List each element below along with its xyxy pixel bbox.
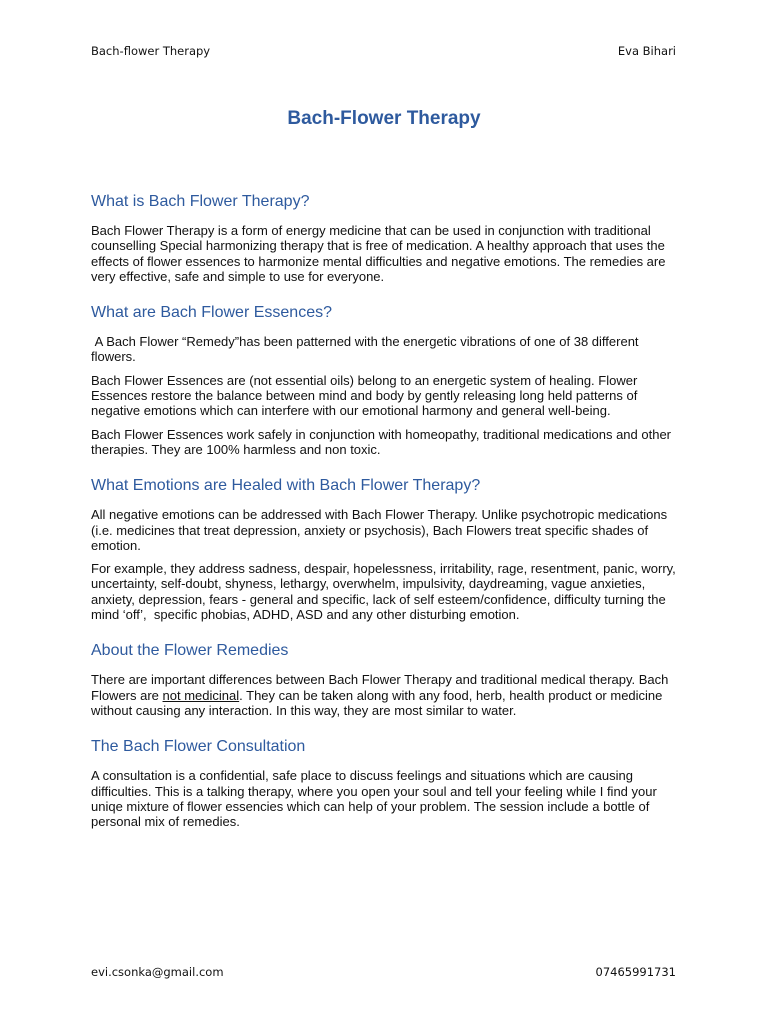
paragraph [91, 672, 681, 718]
section-heading: What are Bach Flower Essences? [91, 304, 332, 322]
underlined-text: not medicinal [162, 687, 240, 703]
page-header [91, 44, 676, 58]
section-consultation [91, 738, 681, 829]
section-heading: The Bach Flower Consultation [91, 738, 306, 756]
page-title: Bach-Flower Therapy [287, 108, 481, 129]
section-essences [91, 304, 681, 457]
document-body [91, 193, 684, 849]
page-footer [91, 965, 676, 979]
paragraph: Bach Flower Essences are (not essential oils) belong to an energetic system of healing. Flower Essences restore the balance between mind and body by gently releasing long held patterns of negative emotions which can interfere with our emotional harmony and general well-being. [91, 372, 638, 419]
paragraph: Bach Flower Therapy is a form of energy medicine that can be used in conjunction with traditional counselling Special harmonizing therapy that is free of medication. A healthy approach that uses the effects of flower essences to harmonize mental difficulties and negative emotions. The remedies are very effective, safe and simple to use for everyone. [91, 223, 666, 284]
paragraph-text: . They can be taken along with any food, herb, health product or medicine without causing any interaction. In this way, they are most similar to water. [91, 687, 663, 718]
paragraph-text: There are important differences between Bach Flower Therapy and traditional medical therapy. Bach Flowers are [91, 672, 669, 703]
paragraph: Bach Flower Essences work safely in conjunction with homeopathy, traditional medications and other therapies. They are 100% harmless and non toxic. [91, 426, 672, 457]
footer-email: evi.csonka@gmail.com [91, 965, 224, 979]
header-author: Eva Bihari [617, 44, 676, 58]
paragraph: A consultation is a confidential, safe place to discuss feelings and situations which are causing difficulties. This is a talking therapy, where you open your soul and tell your feeling while I find your uniqe mixture of flower essencies which can help of your problem. The session include a bottle of personal mix of remedies. [91, 768, 657, 830]
paragraph: A Bach Flower “Remedy”has been patterned with the energetic vibrations of one of 38 different flowers. [91, 334, 643, 365]
section-heading: About the Flower Remedies [91, 642, 289, 660]
section-remedies [91, 642, 681, 718]
section-what-is [91, 193, 681, 284]
paragraph: All negative emotions can be addressed with Bach Flower Therapy. Unlike psychotropic medications (i.e. medicines that treat depression, anxiety or psychosis), Bach Flowers treat specific shades of emotion. [91, 507, 668, 553]
section-emotions [91, 477, 684, 623]
footer-phone: 07465991731 [595, 965, 676, 979]
paragraph: For example, they address sadness, despair, hopelessness, irritability, rage, resentment, panic, worry, uncertainty, self-doubt, shyness, lethargy, overwhelm, impulsivity, daydreaming, vague anxieties, anxiety, depression, fears - general and specific, lack of self esteem/confidence, difficulty turning the mind ‘off’, specific phobias, ADHD, ASD and any other disturbing emotion. [91, 561, 684, 623]
header-doc-title: Bach-flower Therapy [91, 44, 211, 58]
section-heading: What is Bach Flower Therapy? [91, 193, 310, 210]
section-heading: What Emotions are Healed with Bach Flower Therapy? [91, 477, 481, 495]
